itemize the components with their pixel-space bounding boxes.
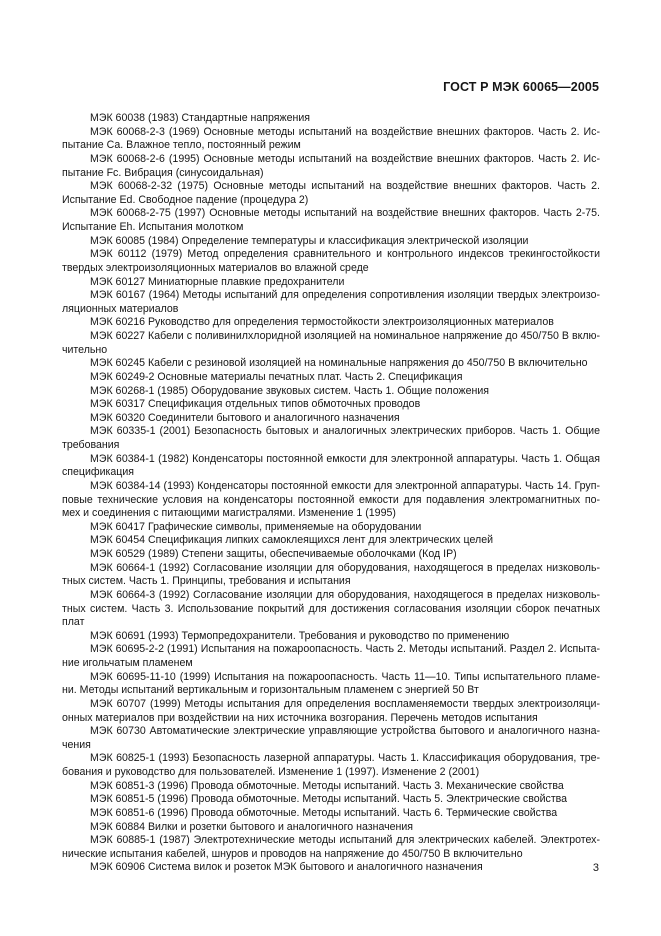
- reference-line: пытание Са. Влажное тепло, постоянный режим: [62, 139, 301, 152]
- reference-entry: [62, 562, 600, 589]
- reference-entry: [62, 752, 600, 779]
- reference-line: ляционных материалов: [62, 302, 179, 315]
- reference-entry: [62, 793, 600, 807]
- reference-entry: [62, 534, 600, 548]
- reference-entry: [62, 643, 600, 670]
- reference-line: МЭК 60384-14 (1993) Конденсаторы постоянной емкости для электронной аппаратуры. Часть 14. Груп-: [90, 479, 600, 492]
- reference-entry: [62, 548, 600, 562]
- reference-entry: [62, 834, 600, 861]
- reference-line: МЭК 60384-1 (1982) Конденсаторы постоянной емкости для электронной аппаратуры. Часть 1. Общая: [90, 452, 600, 465]
- reference-line: чения: [62, 738, 91, 751]
- reference-line: МЭК 60417 Графические символы, применяемые на оборудовании: [90, 520, 422, 533]
- reference-entry: [62, 289, 600, 316]
- reference-line: МЭК 60454 Спецификация липких самоклеящихся лент для электрических целей: [90, 534, 494, 547]
- reference-line: МЭК 60906 Система вилок и розеток МЭК бытового и аналогичного назначения: [90, 861, 483, 874]
- reference-line: МЭК 60664-1 (1992) Согласование изоляции для оборудования, находящегося в пределах низковоль-: [90, 561, 600, 574]
- reference-entry: [62, 425, 600, 452]
- reference-line: МЭК 60112 (1979) Метод определения сравнительного и контрольного индексов трекингостойкости: [90, 248, 600, 261]
- reference-entry: [62, 276, 600, 290]
- reference-line: Испытание Eh. Испытания молотком: [62, 221, 244, 233]
- reference-line: ние игольчатым пламенем: [62, 657, 193, 669]
- page-number: 3: [592, 862, 599, 874]
- reference-entry: [62, 412, 600, 426]
- reference-entry: [62, 780, 600, 794]
- reference-line: МЭК 60335-1 (2001) Безопасность бытовых и аналогичных электрических приборов. Часть 1. Общие: [90, 425, 600, 438]
- reference-line: МЭК 60707 (1999) Методы испытания для определения воспламеняемости твердых электроизоляци-: [90, 697, 600, 710]
- reference-line: МЭК 60268-1 (1985) Оборудование звуковых систем. Часть 1. Общие положения: [90, 384, 489, 397]
- reference-line: МЭК 60227 Кабели с поливинилхлоридной изоляцией на номинальное напряжение до 450/750 В вклю-: [90, 330, 600, 342]
- reference-line: требования: [62, 439, 120, 451]
- reference-entry: [62, 480, 600, 521]
- reference-line: МЭК 60068-2-32 (1975) Основные методы испытаний на воздействие внешних факторов. Часть 2.: [90, 180, 600, 193]
- reference-line: МЭК 60320 Соединители бытового и аналогичного назначения: [90, 411, 400, 424]
- reference-entry: [62, 589, 600, 630]
- reference-entry: [62, 126, 600, 153]
- reference-entry: [62, 357, 600, 371]
- reference-entry: [62, 453, 600, 480]
- reference-entry: [62, 112, 600, 126]
- reference-line: МЭК 60825-1 (1993) Безопасность лазерной аппаратуры. Часть 1. Классификация оборудования, тре-: [90, 752, 600, 765]
- reference-line: МЭК 60851-5 (1996) Провода обмоточные. Методы испытаний. Часть 5. Электрические свойства: [90, 793, 568, 806]
- reference-entry: [62, 521, 600, 535]
- reference-line: МЭК 60691 (1993) Термопредохранители. Требования и руководство по применению: [90, 629, 510, 642]
- reference-entry: [62, 316, 600, 330]
- reference-line: ни. Методы испытаний вертикальным и горизонтальным пламенем с энергией 50 Вт: [62, 684, 479, 697]
- reference-line: плат: [62, 616, 85, 629]
- reference-line: МЭК 60851-3 (1996) Провода обмоточные. Методы испытаний. Часть 3. Механические свойства: [90, 779, 564, 792]
- reference-entry: [62, 807, 600, 821]
- reference-line: МЭК 60695-11-10 (1999) Испытания на пожароопасность. Часть 11—10. Типы испытательного пламе-: [90, 670, 600, 683]
- reference-entry: [62, 861, 600, 875]
- reference-entry: [62, 725, 600, 752]
- reference-line: МЭК 60127 Миниатюрные плавкие предохранители: [90, 275, 345, 288]
- reference-entry: [62, 248, 600, 275]
- reference-entry: [62, 698, 600, 725]
- reference-line: МЭК 60851-6 (1996) Провода обмоточные. Методы испытаний. Часть 6. Термические свойства: [90, 806, 558, 819]
- reference-line: чительно: [62, 343, 108, 356]
- reference-line: тных систем. Часть 3. Использование покрытий для достижения согласования изоляции сборок печатных: [62, 602, 600, 615]
- reference-line: МЭК 60730 Автоматические электрические управляющие устройства бытового и аналогичного назна-: [90, 725, 600, 738]
- reference-entry: [62, 385, 600, 399]
- reference-entry: [62, 671, 600, 698]
- reference-line: пытание Fc. Вибрация (синусоидальная): [62, 166, 264, 179]
- reference-entry: [62, 153, 600, 180]
- reference-line: повые технические условия на конденсаторы постоянной емкости для подавления электромагнитных по-: [62, 493, 600, 506]
- reference-line: МЭК 60068-2-3 (1969) Основные методы испытаний на воздействие внешних факторов. Часть 2. Ис-: [90, 125, 600, 138]
- reference-line: бования и руководство для пользователей. Изменение 1 (1997). Изменение 2 (2001): [62, 766, 480, 778]
- reference-line: МЭК 60885-1 (1987) Электротехнические методы испытаний для электрических кабелей. Электротех-: [90, 834, 600, 847]
- reference-line: МЭК 60695-2-2 (1991) Испытания на пожароопасность. Часть 2. Методы испытаний. Раздел 2. Испыта-: [90, 643, 600, 656]
- normative-references-list: [62, 112, 600, 875]
- reference-line: МЭК 60249-2 Основные материалы печатных плат. Часть 2. Спецификация: [90, 370, 463, 383]
- reference-line: спецификация: [62, 466, 135, 479]
- reference-line: тных систем. Часть 1. Принципы, требования и испытания: [62, 575, 351, 588]
- reference-line: МЭК 60317 Спецификация отдельных типов обмоточных проводов: [90, 398, 421, 411]
- reference-entry: [62, 180, 600, 207]
- reference-entry: [62, 235, 600, 249]
- reference-line: МЭК 60216 Руководство для определения термостойкости электроизоляционных материалов: [90, 316, 554, 329]
- reference-entry: [62, 398, 600, 412]
- reference-line: МЭК 60167 (1964) Методы испытаний для определения сопротивления изоляции твердых электроизо-: [90, 289, 600, 302]
- reference-line: МЭК 60038 (1983) Стандартные напряжения: [90, 112, 311, 124]
- reference-line: МЭК 60068-2-75 (1997) Основные методы испытаний на воздействие внешних факторов. Часть 2-75.: [90, 207, 600, 220]
- reference-line: МЭК 60068-2-6 (1995) Основные методы испытаний на воздействие внешних факторов. Часть 2. Ис-: [90, 152, 600, 165]
- reference-line: онных материалов при воздействии на них источника возгорания. Перечень методов испытания: [62, 711, 538, 724]
- standard-designation: ГОСТ Р МЭК 60065—2005: [443, 80, 599, 94]
- reference-line: МЭК 60664-3 (1992) Согласование изоляции для оборудования, находящегося в пределах низковоль-: [90, 588, 600, 601]
- reference-line: Испытание Ed. Свободное падение (процедура 2): [62, 193, 309, 206]
- reference-entry: [62, 630, 600, 644]
- reference-line: МЭК 60884 Вилки и розетки бытового и аналогичного назначения: [90, 820, 414, 833]
- reference-entry: [62, 821, 600, 835]
- reference-line: МЭК 60085 (1984) Определение температуры и классификация электрической изоляции: [90, 234, 529, 247]
- reference-line: мех и соединения с питающими магистралями. Изменение 1 (1995): [62, 507, 396, 520]
- reference-line: МЭК 60245 Кабели с резиновой изоляцией на номинальные напряжения до 450/750 В включительно: [90, 357, 588, 370]
- reference-entry: [62, 330, 600, 357]
- reference-line: МЭК 60529 (1989) Степени защиты, обеспечиваемые оболочками (Код IP): [90, 548, 457, 560]
- reference-entry: [62, 207, 600, 234]
- reference-line: твердых электроизоляционных материалов во влажной среде: [62, 261, 369, 274]
- reference-entry: [62, 371, 600, 385]
- reference-line: нические испытания кабелей, шнуров и проводов на напряжение до 450/750 В включительно: [62, 847, 523, 860]
